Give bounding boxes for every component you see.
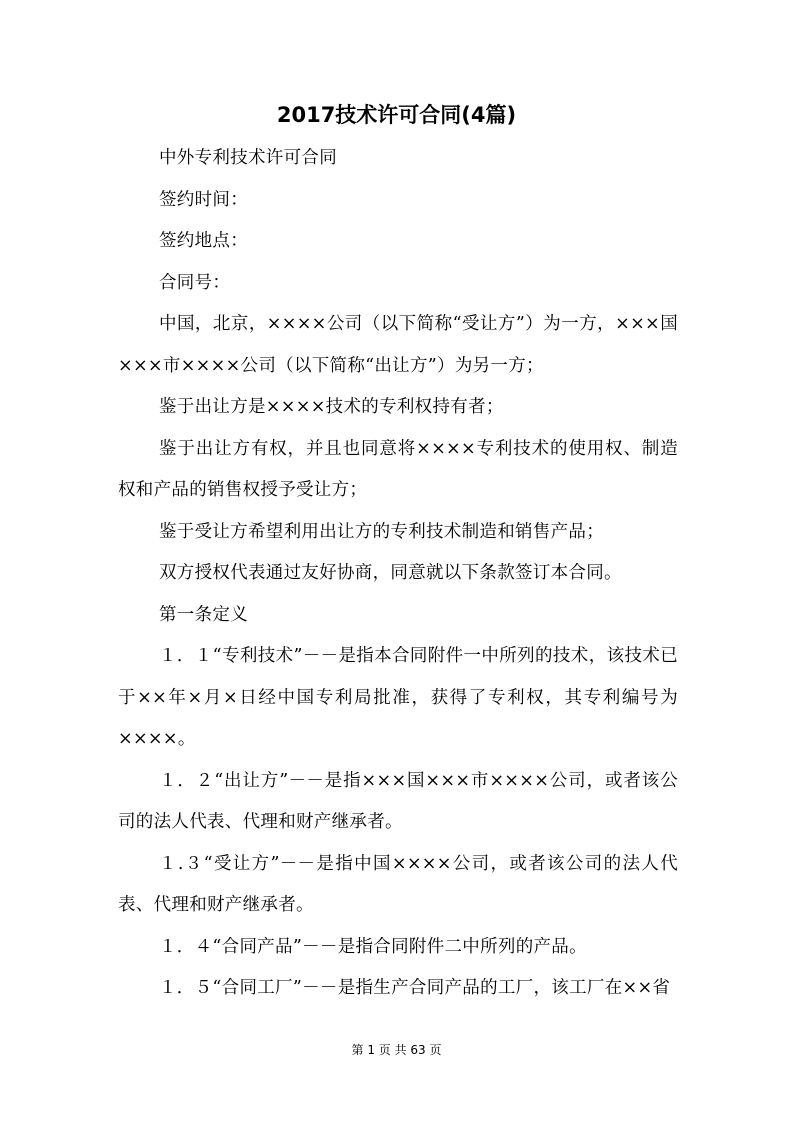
paragraph-recital-2: 鉴于出让方有权，并且也同意将××××专利技术的使用权、制造权和产品的销售权授予受让方； [118, 438, 678, 500]
paragraph-agreement: 双方授权代表通过友好协商，同意就以下条款签订本合同。 [159, 563, 622, 583]
paragraph-recital-1: 鉴于出让方是××××技术的专利权持有者； [159, 397, 504, 417]
page-number-footer: 第 1 页 共 63 页 [351, 1043, 442, 1057]
paragraph-recital-3: 鉴于受让方希望利用出让方的专利技术制造和销售产品； [159, 521, 604, 542]
paragraph-signing-time: 签约时间： [159, 189, 248, 210]
document-body [118, 138, 678, 1010]
paragraph-clause-1-2: １．２“出让方”－－是指×××国×××市××××公司，或者该公司的法人代表、代理和财产继承者。 [118, 770, 678, 832]
document-title: 2017技术许可合同(4篇) [276, 103, 517, 127]
paragraph-article-1-heading: 第一条定义 [159, 604, 248, 625]
paragraph-signing-place: 签约地点： [159, 231, 248, 251]
paragraph-clause-1-1: １．１“专利技术”－－是指本合同附件一中所列的技术，该技术已于××年×月×日经中国专利局批准，获得了专利权，其专利编号为××××。 [118, 646, 678, 749]
paragraph-contract-number: 合同号： [159, 272, 231, 293]
paragraph-parties: 中国，北京，××××公司（以下简称“受让方”）为一方，×××国×××市××××公司（以下简称“出让方”）为另一方； [118, 314, 678, 376]
paragraph-clause-1-3: １.３“受让方”－－是指中国××××公司，或者该公司的法人代表、代理和财产继承者。 [118, 853, 678, 915]
paragraph-clause-1-4: １．４“合同产品”－－是指合同附件二中所列的产品。 [159, 936, 587, 957]
paragraph-clause-1-5: １．５“合同工厂”－－是指生产合同产品的工厂，该工厂在××省 [159, 978, 671, 998]
paragraph-contract-name: 中外专利技术许可合同 [159, 148, 337, 168]
